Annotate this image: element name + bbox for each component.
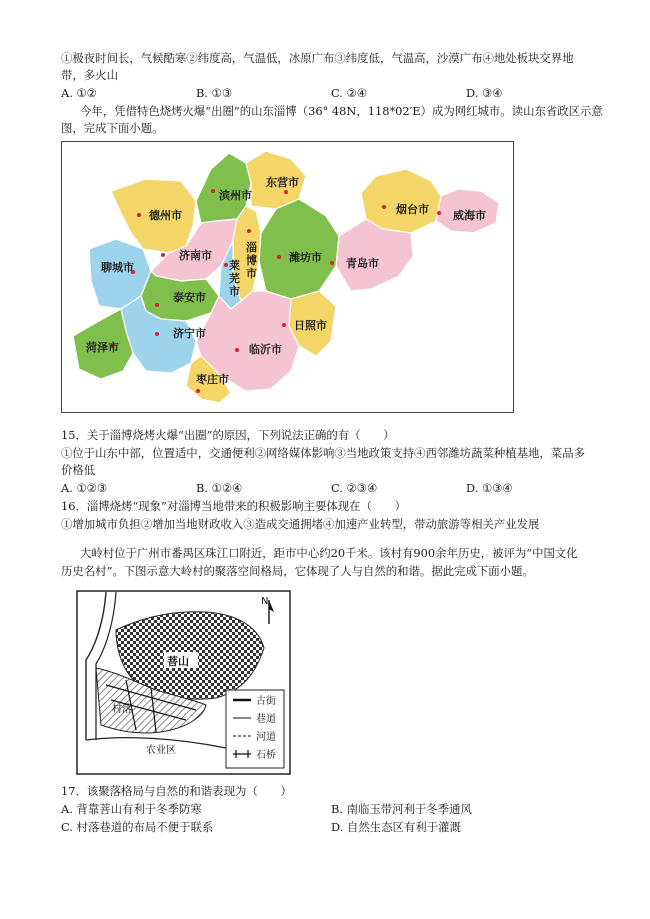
city-label-zibo: 淄博市 (246, 241, 257, 280)
city-label-weifang: 潍坊市 (289, 251, 322, 264)
intro2-line2: 历史名村”。下图示意大岭村的聚落空间格局，它体现了人与自然的和谐。据此完成下面小题。 (61, 564, 534, 578)
q14-choice-d[interactable]: D. ③④ (466, 86, 503, 100)
legend-old-street: 古街 (256, 696, 276, 707)
north-label: N (261, 596, 269, 607)
q14-choice-b[interactable]: B. ①③ (196, 86, 233, 100)
q15-choice-a[interactable]: A. ①②③ (61, 481, 108, 495)
intro1-line1: 今年，凭借特色烧烤火爆“出圈”的山东淄博（36° 48N，118*02′E）成为网红城市。读山东省政区示意 (80, 104, 603, 118)
legend-river: 河道 (256, 732, 276, 743)
village-label: 村落 (112, 704, 132, 715)
city-dot-dongying (284, 190, 288, 194)
farm-label: 农业区 (146, 745, 176, 756)
q14-options-line1: ①极夜时间长，气候酷寒②纬度高，气温低，冰原广布③纬度低，气温高，沙漠广布④地处板块交界地 (61, 51, 574, 65)
city-label-yantai: 烟台市 (396, 203, 429, 216)
city-label-linyi: 临沂市 (249, 343, 282, 356)
city-label-qingdao: 青岛市 (346, 257, 379, 270)
city-label-dongying: 东营市 (266, 176, 299, 189)
city-label-laiwu: 莱芜市 (229, 259, 240, 298)
city-label-taian: 泰安市 (173, 291, 206, 304)
city-label-liaocheng: 聊城市 (101, 261, 134, 274)
legend (226, 690, 284, 768)
q17-choice-c[interactable]: C. 村落巷道的布局不便于联系 (61, 820, 214, 834)
city-label-weihai: 威海市 (453, 209, 486, 222)
city-dot-taian (155, 303, 159, 307)
city-dot-rizhao (282, 323, 286, 327)
legend-stone-bridge: 石桥 (256, 750, 276, 761)
q15-choice-b[interactable]: B. ①②④ (196, 481, 243, 495)
city-dot-binzhou (211, 189, 215, 193)
q15-options-line1: ①位于山东中部，位置适中，交通便利②网络媒体影响③当地政策支持④西邻潍坊蔬菜种植基地，菜品多 (61, 446, 585, 460)
intro2-line1: 大岭村位于广州市番禺区珠江口附近，距市中心约20千米。该村有900余年历史，被评为“中国文化 (80, 546, 578, 560)
city-dot-weihai (437, 211, 441, 215)
city-dot-weifang (277, 255, 281, 259)
q15-choice-c[interactable]: C. ②③④ (331, 481, 378, 495)
q15-options-line2: 价格低 (61, 463, 96, 477)
q14-options-line2: 带，多火山 (61, 68, 118, 82)
city-dot-jining (155, 332, 159, 336)
city-dot-linyi (235, 348, 239, 352)
legend-lane: 巷道 (256, 714, 276, 725)
q14-choice-a[interactable]: A. ①② (61, 86, 97, 100)
q17-stem: 17．该聚落格局与自然的和谐表现为（ ） (61, 784, 292, 798)
q16-options-line1: ①增加城市负担②增加当地财政收入③造成交通拥堵④加速产业转型，带动旅游等相关产业发展 (61, 517, 540, 531)
city-label-rizhao: 日照市 (294, 319, 327, 332)
q16-stem: 16．淄博烧烤“现象”对淄博当地带来的积极影响主要体现在（ ） (61, 499, 407, 513)
city-dot-qingdao (330, 261, 334, 265)
intro1-line2: 图，完成下面小题。 (61, 121, 164, 135)
city-dot-dezhou (137, 213, 141, 217)
mountain-label: 菩山 (167, 655, 189, 668)
city-dot-zaozhuang (196, 389, 200, 393)
q17-choice-d[interactable]: D. 自然生态区有利于灌溉 (331, 820, 461, 834)
q17-choice-a[interactable]: A. 背靠菩山有利于冬季防寒 (61, 802, 202, 816)
city-dot-jinan (161, 253, 165, 257)
city-dot-laiwu (224, 263, 228, 267)
city-label-jining: 济宁市 (173, 327, 206, 340)
city-label-dezhou: 德州市 (149, 209, 182, 222)
q15-choice-d[interactable]: D. ①③④ (466, 481, 513, 495)
q17-choice-b[interactable]: B. 南临玉带河利于冬季通风 (331, 802, 472, 816)
city-label-binzhou: 滨州市 (219, 189, 252, 202)
shandong-map (61, 141, 514, 413)
city-label-zaozhuang: 枣庄市 (196, 373, 229, 386)
city-label-heze: 菏泽市 (86, 341, 119, 354)
city-label-jinan: 济南市 (179, 249, 212, 262)
q15-stem: 15．关于淄博烧烤火爆“出圈”的原因，下列说法正确的有（ ） (61, 428, 395, 442)
q14-choice-c[interactable]: C. ②④ (331, 86, 367, 100)
village-layout-figure (76, 590, 291, 775)
city-dot-zibo (247, 229, 251, 233)
city-dot-yantai (382, 205, 386, 209)
